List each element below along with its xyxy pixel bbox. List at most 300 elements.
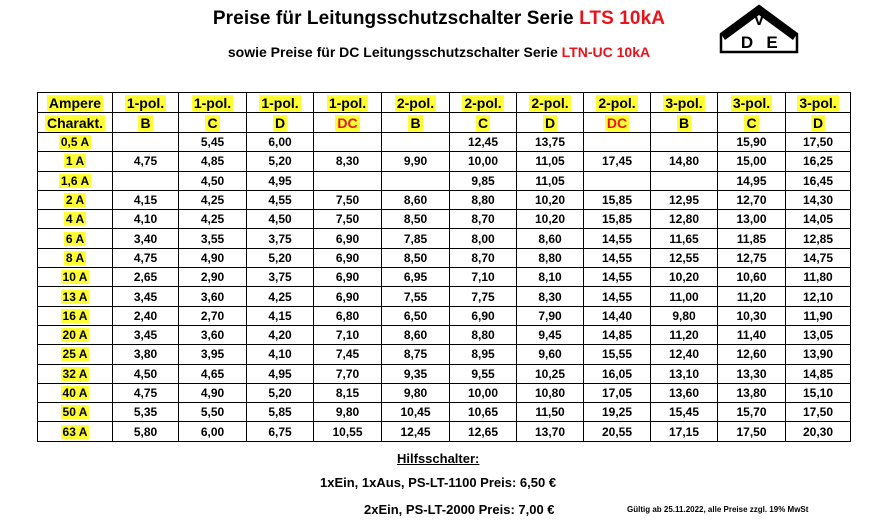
price-cell <box>718 306 786 325</box>
price-cell <box>517 325 584 344</box>
price-cell-text: 14,85 <box>802 366 834 381</box>
price-cell <box>718 325 786 344</box>
price-cell-text: 16,25 <box>802 154 834 169</box>
price-cell-text: 3,60 <box>200 328 225 343</box>
price-cell <box>382 248 450 267</box>
ampere-cell-text: 16 A <box>62 308 88 323</box>
price-cell <box>786 287 851 306</box>
price-cell-text: 10,20 <box>534 193 566 208</box>
price-cell-text: 5,35 <box>133 405 158 420</box>
price-cell-text: 14,95 <box>736 173 767 188</box>
ampere-cell-text: 63 A <box>62 424 88 439</box>
price-cell-text: 4,90 <box>200 386 225 400</box>
price-cell-text: 16,45 <box>802 173 834 188</box>
price-cell-text: 8,60 <box>403 193 428 208</box>
price-cell-text: 6,80 <box>335 308 360 323</box>
header-poles <box>584 93 651 113</box>
price-cell <box>247 248 314 267</box>
price-cell-text: 2,65 <box>133 270 158 285</box>
price-cell-text: 4,25 <box>200 193 225 208</box>
price-cell <box>450 422 517 441</box>
header-ampere <box>38 93 113 113</box>
price-cell-text: 11,65 <box>669 231 699 246</box>
price-cell <box>517 190 584 209</box>
price-cell <box>651 306 718 325</box>
price-cell-text: 14,75 <box>802 250 834 265</box>
header-char <box>584 113 651 133</box>
header-char <box>314 113 382 133</box>
ampere-cell <box>38 287 113 306</box>
price-cell <box>786 306 851 325</box>
price-cell <box>651 152 718 171</box>
price-cell <box>113 364 179 383</box>
header-poles-text: 1-pol. <box>193 94 232 111</box>
price-cell-text: 9,80 <box>403 386 428 400</box>
price-cell <box>786 268 851 287</box>
price-cell-text: 8,15 <box>335 386 360 400</box>
ampere-cell-text: 8 A <box>65 250 85 265</box>
page-subtitle-text: sowie Preise für DC Leitungsschutzschalter Serie <box>227 44 562 60</box>
price-cell <box>786 171 851 190</box>
price-cell <box>718 422 786 441</box>
price-cell <box>718 171 786 190</box>
price-cell-text: 19,25 <box>601 405 633 420</box>
price-cell <box>718 229 786 248</box>
price-cell-text: 8,00 <box>471 231 495 246</box>
price-cell-text: 14,55 <box>601 250 633 265</box>
price-cell <box>450 190 517 209</box>
header-poles-text: 2-pol. <box>464 94 502 111</box>
price-cell-text: 6,90 <box>335 250 360 265</box>
validity-note: Gültig ab 25.11.2022, alle Preise zzgl. 19% MwSt <box>627 505 809 514</box>
price-cell-text: 12,60 <box>736 347 767 362</box>
price-cell <box>179 325 247 344</box>
price-cell <box>247 306 314 325</box>
price-cell <box>651 229 718 248</box>
price-cell-text: 4,25 <box>268 289 292 304</box>
price-cell <box>450 248 517 267</box>
price-cell <box>786 229 851 248</box>
price-cell-text: 10,80 <box>534 386 566 400</box>
price-cell <box>517 364 584 383</box>
header-poles-text: 2-pol. <box>396 94 435 111</box>
price-cell-text: 11,90 <box>803 308 833 323</box>
table-row <box>38 133 851 152</box>
price-cell-text: 7,75 <box>471 289 495 304</box>
price-cell-text: 3,60 <box>200 289 225 304</box>
price-cell <box>247 345 314 364</box>
price-cell-text: 13,80 <box>736 386 767 400</box>
price-cell <box>450 152 517 171</box>
price-cell-text: 12,75 <box>736 250 767 265</box>
price-cell-text: 12,85 <box>802 231 834 246</box>
price-cell <box>651 190 718 209</box>
price-cell-text: 12,65 <box>467 424 499 439</box>
price-cell-text: 5,20 <box>268 386 292 400</box>
price-cell-text: 10,30 <box>736 308 767 323</box>
price-cell-text: 11,20 <box>669 328 699 343</box>
ampere-cell <box>38 210 113 229</box>
price-cell <box>314 287 382 306</box>
price-cell-text: 8,80 <box>471 328 495 343</box>
price-cell <box>786 190 851 209</box>
price-cell <box>450 345 517 364</box>
price-cell <box>113 133 179 152</box>
price-cell-text: 4,50 <box>268 212 292 227</box>
header-char-text: C <box>746 114 757 131</box>
price-cell-text: 11,20 <box>736 289 767 304</box>
price-cell-text: 14,55 <box>601 270 633 285</box>
aux-switch-line-2: 2xEin, PS-LT-2000 Preis: 7,00 € <box>364 502 555 517</box>
price-cell-text: 5,50 <box>200 405 225 420</box>
ampere-cell-text: 25 A <box>62 347 88 362</box>
price-cell <box>450 383 517 402</box>
price-cell-text: 10,20 <box>668 270 700 285</box>
price-cell <box>113 345 179 364</box>
price-cell-text: 3,40 <box>133 231 158 246</box>
price-cell-text: 10,55 <box>332 424 363 439</box>
price-cell-text: 15,85 <box>601 212 633 227</box>
price-cell <box>718 133 786 152</box>
price-cell-text: 8,70 <box>471 250 495 265</box>
table-row <box>38 364 851 383</box>
table-row <box>38 306 851 325</box>
ampere-cell <box>38 325 113 344</box>
price-cell <box>382 152 450 171</box>
price-cell <box>179 190 247 209</box>
price-cell-text: 9,85 <box>471 173 495 188</box>
price-cell <box>113 422 179 441</box>
header-char-text: B <box>678 114 690 131</box>
price-cell <box>718 248 786 267</box>
price-cell-text: 3,55 <box>200 231 225 246</box>
price-cell <box>450 229 517 248</box>
ampere-cell-text: 40 A <box>62 386 88 400</box>
header-char-text: C <box>207 114 218 131</box>
header-row-poles <box>38 93 851 113</box>
price-cell-text: 9,35 <box>403 366 428 381</box>
price-cell <box>718 364 786 383</box>
price-cell-text: 5,20 <box>268 154 292 169</box>
price-cell <box>247 229 314 248</box>
price-cell <box>113 210 179 229</box>
price-cell <box>584 133 651 152</box>
vde-logo <box>718 4 800 54</box>
price-cell <box>517 210 584 229</box>
header-characteristic <box>38 113 113 133</box>
price-cell-text: 15,10 <box>802 386 834 400</box>
price-cell <box>382 325 450 344</box>
price-cell <box>651 422 718 441</box>
price-cell <box>113 287 179 306</box>
price-cell <box>314 422 382 441</box>
price-cell <box>450 268 517 287</box>
price-cell-text: 8,50 <box>403 212 428 227</box>
price-cell-text: 8,30 <box>335 154 360 169</box>
header-char <box>247 113 314 133</box>
price-cell <box>247 210 314 229</box>
price-cell-text: 11,05 <box>535 173 565 188</box>
price-cell <box>382 210 450 229</box>
price-cell-text: 10,20 <box>534 212 566 227</box>
header-char <box>113 113 179 133</box>
header-char-text: D <box>812 114 824 131</box>
table-row <box>38 403 851 422</box>
price-cell-text: 7,70 <box>335 366 360 381</box>
price-cell <box>517 345 584 364</box>
price-cell <box>179 422 247 441</box>
price-cell <box>517 422 584 441</box>
price-cell-text: 2,70 <box>200 308 225 323</box>
price-cell <box>718 403 786 422</box>
price-cell <box>651 268 718 287</box>
price-cell-text: 5,20 <box>268 250 292 265</box>
price-cell <box>314 190 382 209</box>
price-cell <box>113 248 179 267</box>
header-characteristic-text: Charakt. <box>46 114 104 131</box>
price-cell <box>584 229 651 248</box>
price-cell <box>113 229 179 248</box>
price-cell-text: 6,00 <box>200 424 225 439</box>
price-cell <box>517 133 584 152</box>
price-cell <box>382 345 450 364</box>
price-cell-text: 8,50 <box>403 250 428 265</box>
ampere-cell <box>38 364 113 383</box>
price-cell-text: 9,60 <box>538 347 562 362</box>
table-row <box>38 345 851 364</box>
price-cell <box>786 152 851 171</box>
price-cell-text: 20,30 <box>802 424 834 439</box>
price-cell <box>718 287 786 306</box>
price-cell-text: 4,15 <box>133 193 158 208</box>
price-cell <box>651 383 718 402</box>
price-cell <box>179 248 247 267</box>
price-cell <box>179 152 247 171</box>
price-cell-text: 15,00 <box>736 154 767 169</box>
price-cell <box>450 325 517 344</box>
price-cell-text: 11,50 <box>535 405 565 420</box>
page-title-text: Preise für Leitungsschutzschalter Serie <box>212 8 580 29</box>
price-cell <box>314 210 382 229</box>
header-poles-text: 2-pol. <box>531 94 569 111</box>
price-cell-text: 11,00 <box>669 289 699 304</box>
price-cell <box>113 403 179 422</box>
price-cell-text: 5,85 <box>268 405 292 420</box>
price-cell-text: 14,05 <box>802 212 834 227</box>
price-cell-text: 6,90 <box>471 308 495 323</box>
price-cell-text: 12,95 <box>668 193 700 208</box>
price-cell <box>314 345 382 364</box>
header-poles <box>517 93 584 113</box>
price-cell-text: 2,90 <box>200 270 225 285</box>
price-cell <box>651 171 718 190</box>
price-cell-text: 2,40 <box>133 308 158 323</box>
header-poles <box>382 93 450 113</box>
price-cell-text: 15,55 <box>601 347 633 362</box>
price-cell-text: 6,90 <box>335 289 360 304</box>
header-char-text: D <box>274 114 286 131</box>
price-cell <box>314 171 382 190</box>
price-cell-text: 7,50 <box>335 212 360 227</box>
price-cell <box>651 325 718 344</box>
header-char <box>450 113 517 133</box>
price-cell-text: 10,65 <box>467 405 499 420</box>
price-cell-text: 9,80 <box>335 405 360 420</box>
price-cell <box>786 364 851 383</box>
price-cell-text: 4,75 <box>133 250 158 265</box>
price-cell-text: 12,45 <box>400 424 431 439</box>
price-cell-text: 6,90 <box>335 270 360 285</box>
ampere-cell <box>38 268 113 287</box>
price-cell-text: 10,00 <box>467 154 499 169</box>
price-cell <box>382 268 450 287</box>
price-cell <box>179 306 247 325</box>
header-char-text: DC <box>606 114 628 131</box>
ampere-cell <box>38 171 113 190</box>
price-cell <box>314 306 382 325</box>
price-cell <box>247 152 314 171</box>
header-char-text: B <box>410 114 421 131</box>
table-row <box>38 152 851 171</box>
price-cell-text: 15,90 <box>736 135 767 150</box>
price-cell-text: 9,45 <box>538 328 562 343</box>
price-cell-text: 8,30 <box>538 289 562 304</box>
price-cell-text: 12,40 <box>668 347 700 362</box>
price-cell <box>247 287 314 306</box>
price-cell-text: 4,20 <box>268 328 292 343</box>
header-poles <box>718 93 786 113</box>
table-row <box>38 190 851 209</box>
price-cell-text: 4,55 <box>268 193 292 208</box>
price-cell <box>382 306 450 325</box>
price-cell <box>718 383 786 402</box>
price-cell-text: 5,45 <box>200 135 225 150</box>
header-char-text: B <box>140 114 151 131</box>
price-cell-text: 14,55 <box>601 231 633 246</box>
price-cell-text: 12,80 <box>668 212 700 227</box>
price-cell <box>584 171 651 190</box>
price-cell-text: 8,70 <box>471 212 495 227</box>
price-cell-text: 7,10 <box>335 328 360 343</box>
price-cell <box>651 287 718 306</box>
header-char-text: DC <box>337 114 358 131</box>
price-cell-text: 4,85 <box>200 154 225 169</box>
price-cell <box>584 306 651 325</box>
table-row <box>38 383 851 402</box>
price-cell-text: 10,00 <box>467 386 499 400</box>
price-cell <box>718 210 786 229</box>
ampere-cell <box>38 133 113 152</box>
price-cell-text: 11,80 <box>803 270 833 285</box>
price-cell <box>179 383 247 402</box>
price-cell-text: 6,50 <box>403 308 428 323</box>
aux-switch-title: Hilfsschalter: <box>397 451 480 466</box>
header-poles-text: 1-pol. <box>126 94 165 111</box>
price-cell <box>382 287 450 306</box>
price-cell-text: 3,75 <box>268 231 292 246</box>
aux-switch-line-1: 1xEin, 1xAus, PS-LT-1100 Preis: 6,50 € <box>320 475 557 490</box>
price-cell-text: 12,45 <box>467 135 499 150</box>
price-cell <box>450 403 517 422</box>
price-cell-text: 8,60 <box>538 231 562 246</box>
price-cell <box>651 364 718 383</box>
price-cell <box>247 403 314 422</box>
price-cell <box>179 268 247 287</box>
price-cell-text: 3,75 <box>268 270 292 285</box>
price-cell <box>247 325 314 344</box>
ampere-cell-text: 6 A <box>65 231 85 246</box>
price-cell <box>113 306 179 325</box>
price-cell <box>517 152 584 171</box>
price-cell <box>382 133 450 152</box>
price-cell <box>382 383 450 402</box>
price-cell-text: 13,10 <box>668 366 700 381</box>
ampere-cell <box>38 229 113 248</box>
header-poles <box>314 93 382 113</box>
price-cell-text: 6,00 <box>268 135 292 150</box>
price-cell-text: 8,80 <box>538 250 562 265</box>
price-cell <box>584 248 651 267</box>
price-cell <box>584 345 651 364</box>
price-cell <box>179 210 247 229</box>
ampere-cell <box>38 383 113 402</box>
price-cell <box>113 171 179 190</box>
price-cell-text: 11,05 <box>535 154 565 169</box>
price-cell <box>179 229 247 248</box>
price-cell <box>786 248 851 267</box>
price-cell <box>314 268 382 287</box>
price-cell-text: 9,55 <box>471 366 495 381</box>
page-subtitle-series: LTN-UC 10kA <box>561 44 651 60</box>
table-row <box>38 422 851 441</box>
table-row <box>38 325 851 344</box>
price-cell-text: 13,30 <box>736 366 767 381</box>
price-cell-text: 10,25 <box>534 366 566 381</box>
price-cell-text: 4,15 <box>268 308 292 323</box>
price-cell <box>382 190 450 209</box>
price-cell <box>314 383 382 402</box>
header-char <box>718 113 786 133</box>
price-cell-text: 13,05 <box>802 328 834 343</box>
price-cell-text: 7,55 <box>403 289 428 304</box>
table-row <box>38 210 851 229</box>
price-cell <box>651 248 718 267</box>
price-cell-text: 12,10 <box>802 289 834 304</box>
price-cell-text: 5,80 <box>133 424 158 439</box>
price-cell-text: 10,45 <box>400 405 431 420</box>
price-cell <box>314 325 382 344</box>
price-cell <box>584 403 651 422</box>
price-cell-text: 4,25 <box>200 212 225 227</box>
price-cell <box>584 325 651 344</box>
vde-logo-letter-v: V <box>753 10 765 29</box>
price-cell-text: 4,10 <box>133 212 158 227</box>
table-row <box>38 171 851 190</box>
price-cell <box>314 248 382 267</box>
price-cell-text: 7,90 <box>538 308 562 323</box>
header-poles-text: 2-pol. <box>598 94 636 111</box>
header-poles <box>450 93 517 113</box>
page-title-series: LTS 10kA <box>579 8 666 29</box>
header-char <box>517 113 584 133</box>
price-cell <box>450 306 517 325</box>
price-cell-text: 13,00 <box>736 212 767 227</box>
price-cell <box>651 133 718 152</box>
vde-logo-letter-d: D <box>740 33 754 52</box>
ampere-cell-text: 13 A <box>62 289 88 304</box>
price-cell <box>113 383 179 402</box>
price-cell-text: 12,55 <box>668 250 700 265</box>
